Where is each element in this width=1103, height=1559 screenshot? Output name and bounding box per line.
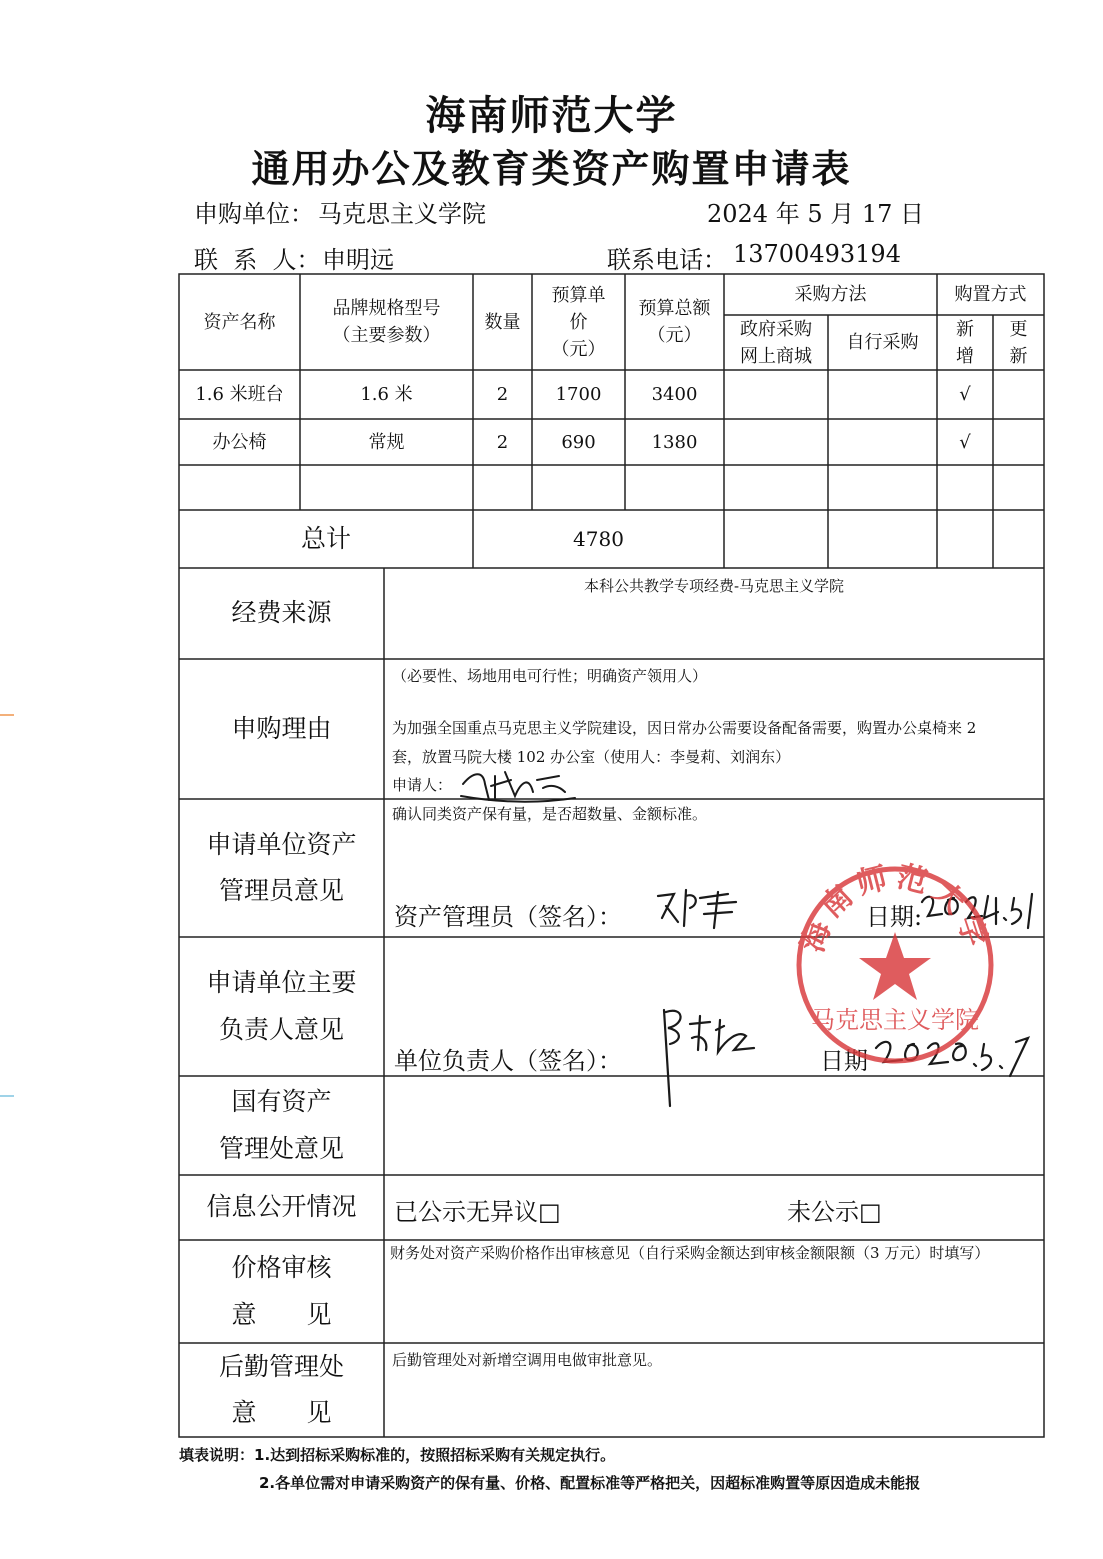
applicant-label: 申请人： <box>392 776 453 794</box>
applicant-unit-label: 申购单位： <box>194 200 314 228</box>
col-renew-line2: 新 <box>1009 345 1028 367</box>
funding-value: 本科公共教学专项经费-马克思主义学院 <box>583 577 845 595</box>
col-total-budget <box>625 274 724 370</box>
document-title: 海南师范大学 <box>425 93 678 139</box>
col-new <box>937 315 993 370</box>
col-renew-line1: 更 <box>1009 318 1028 340</box>
col-unit-price-line3: （元） <box>551 338 606 360</box>
asset-admin-signature-icon <box>648 882 748 930</box>
col-purchase-type: 购置方式 <box>954 284 1027 305</box>
application-date: 2024 年 5 月 17 日 <box>707 200 925 228</box>
col-renew <box>993 315 1044 370</box>
footer-note-1: 填表说明：1.达到招标采购标准的，按照招标采购有关规定执行。 <box>179 1446 616 1464</box>
asset-admin-label <box>179 799 384 937</box>
col-self-procurement: 自行采购 <box>846 332 919 353</box>
table-row-1-new-check: √ <box>959 384 971 405</box>
scan-edge-mark <box>0 1095 14 1097</box>
table-row-1-qty: 2 <box>496 384 509 405</box>
funding-label: 经费来源 <box>231 598 332 628</box>
phone-value: 13700493194 <box>733 240 901 268</box>
col-gov-procurement <box>724 315 828 370</box>
table-row-1-renew <box>993 370 1044 419</box>
scan-edge-mark <box>0 714 14 716</box>
table-row-2-self <box>828 419 937 465</box>
col-unit-price-line1: 预算单 <box>551 284 606 306</box>
col-quantity: 数量 <box>484 311 521 333</box>
contact-value: 申明远 <box>322 246 394 274</box>
unit-head-sign-label: 单位负责人（签名）： <box>394 1047 622 1075</box>
reason-text-line1: 为加强全国重点马克思主义学院建设，因日常办公需要设备配备需要，购置办公桌椅来 2 <box>392 719 977 737</box>
logistics-label-line2: 意 见 <box>231 1398 332 1427</box>
col-gov-line2: 网上商城 <box>740 345 812 367</box>
table-row-2-qty: 2 <box>496 431 509 453</box>
state-asset-label <box>179 1076 384 1175</box>
logistics-label <box>179 1343 384 1437</box>
reason-label: 申购理由 <box>231 713 332 743</box>
col-unit-price <box>532 274 625 370</box>
unit-head-label <box>179 937 384 1076</box>
col-new-line2: 增 <box>956 345 974 367</box>
phone-label: 联系电话： <box>607 246 727 274</box>
total-value: 4780 <box>573 527 624 551</box>
svg-text:海南师范大学: 海南师范大学 <box>795 860 995 957</box>
table-row-2-name: 办公椅 <box>212 431 267 453</box>
col-total-line1: 预算总额 <box>638 298 711 319</box>
col-brand-spec-line2: （主要参数） <box>332 325 441 346</box>
reason-text-line2: 套，放置马院大楼 102 办公室（使用人：李曼莉、刘润东） <box>392 748 791 766</box>
official-seal-icon <box>790 860 1000 1070</box>
disclosure-option-published[interactable]: 已公示无异议□ <box>394 1198 561 1226</box>
logistics-hint: 后勤管理处对新增空调用电做审批意见。 <box>392 1351 663 1369</box>
table-row-1-self <box>828 370 937 419</box>
col-total-line2: （元） <box>647 325 702 346</box>
applicant-unit-value: 马克思主义学院 <box>318 200 486 228</box>
col-brand-spec <box>300 274 473 370</box>
col-new-line1: 新 <box>956 318 974 340</box>
footer-note-2: 2.各单位需对申请采购资产的保有量、价格、配置标准等严格把关，因超标准购置等原因造成未能报 <box>259 1474 921 1492</box>
total-label: 总计 <box>300 523 351 553</box>
table-row-2-gov <box>724 419 828 465</box>
svg-text:马克思主义学院: 马克思主义学院 <box>811 1006 979 1034</box>
col-unit-price-line2: 价 <box>569 311 588 333</box>
state-asset-label-line2: 管理处意见 <box>218 1133 344 1163</box>
price-review-hint: 财务处对资产采购价格作出审核意见（自行采购金额达到审核金额限额（3 万元）时填写） <box>390 1244 990 1262</box>
table-row-1-gov <box>724 370 828 419</box>
unit-head-label-line1: 申请单位主要 <box>206 968 357 998</box>
document-subtitle: 通用办公及教育类资产购置申请表 <box>251 147 852 191</box>
asset-admin-date-label: 日期: <box>866 903 923 931</box>
table-row-2-total: 1380 <box>651 431 698 453</box>
table-row-2-spec: 常规 <box>368 431 405 453</box>
col-gov-line1: 政府采购 <box>740 318 812 340</box>
price-review-label-line1: 价格审核 <box>231 1253 332 1283</box>
logistics-label-line1: 后勤管理处 <box>218 1351 344 1381</box>
asset-admin-hint: 确认同类资产保有量，是否超数量、金额标准。 <box>392 805 708 823</box>
asset-admin-label-line2: 管理员意见 <box>218 876 344 905</box>
table-row-2-price: 690 <box>561 431 596 453</box>
price-review-label-line2: 意 见 <box>231 1299 332 1329</box>
unit-head-label-line2: 负责人意见 <box>218 1014 344 1044</box>
table-row-1-spec: 1.6 米 <box>360 384 413 405</box>
reason-hint: （必要性、场地用电可行性；明确资产领用人） <box>392 667 708 685</box>
col-asset-name: 资产名称 <box>203 311 276 333</box>
table-row-1-price: 1700 <box>555 384 602 405</box>
unit-head-date-label: 日期 <box>820 1047 868 1075</box>
price-review-label <box>179 1240 384 1343</box>
col-procurement-method: 采购方法 <box>794 284 867 305</box>
table-row-1-total: 3400 <box>651 384 698 405</box>
contact-label: 联 系 人： <box>194 246 321 274</box>
table-row-2-renew <box>993 419 1044 465</box>
col-brand-spec-line1: 品牌规格型号 <box>332 298 441 319</box>
table-row-1-name: 1.6 米班台 <box>195 384 284 405</box>
disclosure-option-unpublished[interactable]: 未公示□ <box>787 1198 882 1226</box>
disclosure-label: 信息公开情况 <box>206 1192 357 1222</box>
asset-admin-label-line1: 申请单位资产 <box>206 829 357 859</box>
asset-admin-sign-label: 资产管理员（签名）： <box>394 903 622 931</box>
unit-head-signature-icon <box>650 1000 770 1110</box>
table-row-2-new-check: √ <box>959 431 971 453</box>
state-asset-label-line1: 国有资产 <box>231 1087 332 1117</box>
applicant-signature-icon <box>455 762 585 806</box>
